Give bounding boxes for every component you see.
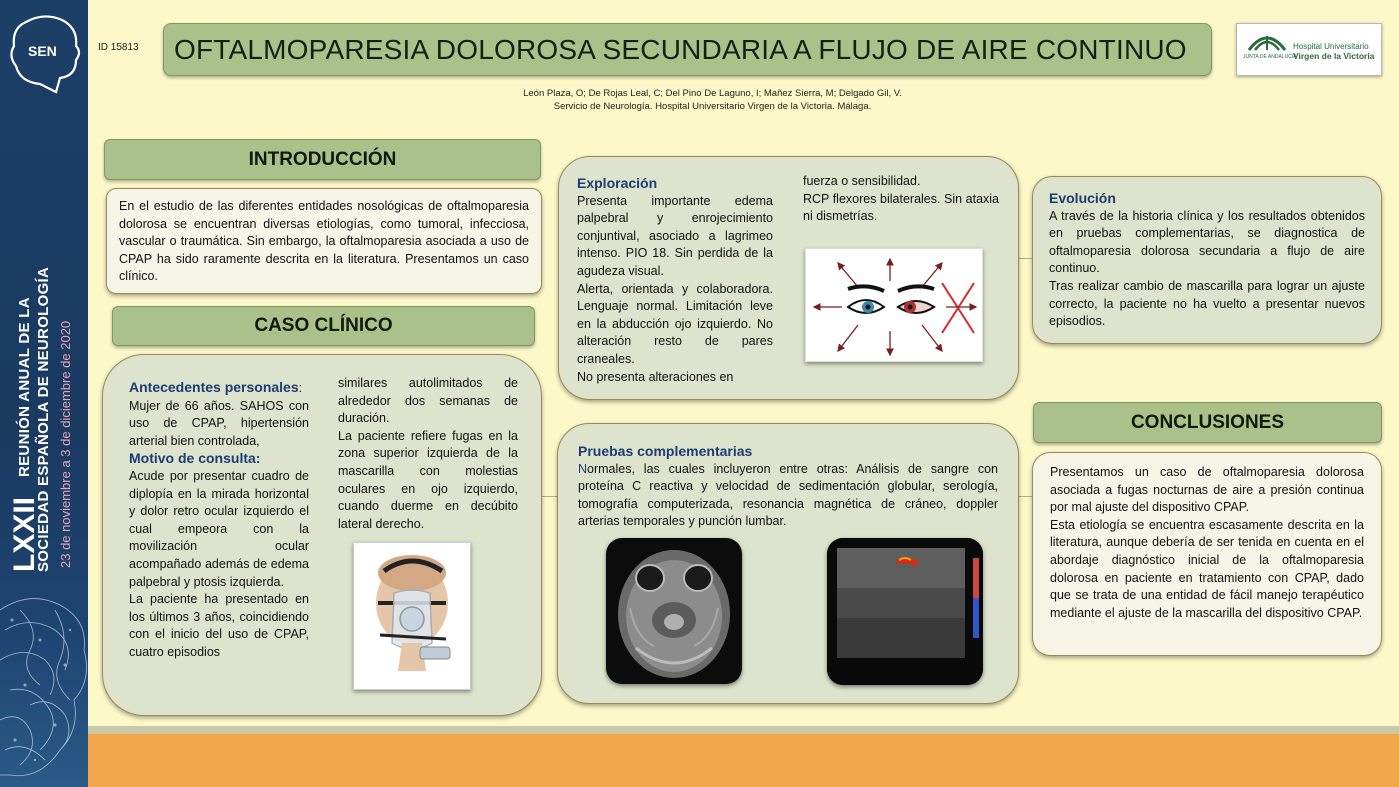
intro-heading: INTRODUCCIÓN: [104, 139, 541, 180]
exploracion-column-2: [803, 173, 999, 226]
exploracion-title: Exploración: [577, 175, 658, 191]
title-bar: [163, 23, 1212, 76]
pruebas-text: ormales, las cuales incluyeron entre otras: Análisis de sangre con proteína C reactiva y velocidad de sedimentación globular, serología, tomografía computerizada, resonancia magnética de cráneo, doppler arterias temporales y punción lumbar.: [578, 461, 998, 529]
affiliation: Servicio de Neurología. Hospital Universitario Virgen de la Victoria. Málaga.: [553, 101, 872, 112]
congress-line2: SOCIEDAD ESPAÑOLA DE NEUROLOGÍA: [35, 266, 52, 572]
hospital-logo-line2: Virgen de la Victoria: [1293, 51, 1375, 61]
evolucion-content: [1049, 190, 1365, 331]
evolucion-box: [1032, 176, 1382, 344]
junta-andalucia-emblem: [1245, 30, 1289, 54]
congress-number: LXXII: [8, 496, 41, 572]
exploracion-text2: Alerta, orientada y colaboradora. Lenguaje normal. Limitación leve en la abducción ojo izquierdo. No alteración resto de pares craneales.: [577, 281, 773, 366]
bottom-strip: [88, 726, 1399, 734]
conclusiones-box: [1032, 452, 1382, 656]
exploracion-text3: No presenta alteraciones en: [577, 369, 734, 384]
pruebas-title: Pruebas complementarias: [578, 443, 753, 459]
evolucion-text1: A través de la historia clínica y los resultados obtenidos en pruebas complementarias, se diagnostica de oftalmoparesia dolorosa secundaria a flujo de aire continuo.: [1049, 208, 1365, 276]
connector-line: [1019, 496, 1032, 497]
motivo-title: Motivo de consulta:: [129, 450, 261, 467]
exploracion-text4: fuerza o sensibilidad.: [803, 174, 921, 188]
pruebas-first-letter: N: [578, 461, 588, 476]
authors-block: [400, 87, 1025, 113]
evolucion-text2: Tras realizar cambio de mascarilla para lograr un ajuste correcto, la paciente no ha vuelto a presentar nuevos episodios.: [1049, 278, 1365, 329]
caso-heading: CASO CLÍNICO: [112, 306, 535, 346]
sen-logo-text: SEN: [28, 43, 57, 59]
exploracion-column-1: [577, 175, 773, 386]
conclusiones-content: [1050, 464, 1364, 622]
caso-box: [102, 354, 542, 716]
hospital-logo: [1236, 23, 1382, 76]
intro-box: [106, 188, 542, 294]
authors: León Plaza, O; De Rojas Leal, C; Del Pino De Laguno, I; Mañez Sierra, M; Delgado Gil, V.: [523, 88, 902, 99]
brain-illustration: [0, 590, 88, 787]
pruebas-content: [578, 443, 998, 531]
mri-image: [606, 538, 742, 684]
antecedentes-title: Antecedentes personales: [129, 379, 299, 395]
congress-dates: 23 de noviembre a 3 de diciembre de 2020: [58, 320, 73, 568]
history-text-2: similares autolimitados de alrededor dos semanas de duración.: [338, 376, 518, 426]
cpap-mask-image: [353, 542, 471, 690]
eye-movement-diagram: [805, 248, 983, 362]
evolucion-title: Evolución: [1049, 190, 1116, 206]
antecedentes-colon: :: [298, 381, 303, 395]
connector-line: [1019, 258, 1032, 259]
caso-column-2: [338, 375, 518, 533]
poster-title: OFTALMOPARESIA DOLOROSA SECUNDARIA A FLUJO DE AIRE CONTINUO: [174, 33, 1187, 65]
connector-line: [542, 496, 558, 497]
hospital-logo-junta: JUNTA DE ANDALUCIA: [1243, 54, 1297, 60]
doppler-ultrasound-image: [827, 538, 983, 685]
antecedentes-text: Mujer de 66 años. SAHOS con uso de CPAP, hipertensión arterial bien controlada,: [129, 398, 309, 448]
bottom-band: [88, 734, 1399, 787]
congress-line1: REUNIÓN ANUAL DE LA: [16, 297, 33, 477]
exploracion-text5: RCP flexores bilaterales. Sin ataxia ni dismetrías.: [803, 191, 999, 224]
conclusiones-heading: CONCLUSIONES: [1033, 402, 1382, 443]
conclusiones-text2: Esta etiología se encuentra escasamente descrita en la literatura, aunque debería de ser tenida en cuenta en el abordaje diagnóstico inicial de la oftalmoparesia dolorosa en paciente en tratamiento con CPAP, dado que se trata de una entidad de fácil manejo terapéutico mediante el ajuste de la mascarilla del dispositivo CPAP.: [1050, 517, 1364, 620]
caso-column-1: [129, 377, 309, 662]
hospital-logo-line1: Hospital Universitario: [1293, 42, 1369, 51]
history-text-3: La paciente refiere fugas en la zona superior izquierda de la mascarilla con molestias oculares en ojo izquierdo, cuando duerme en decúbito lateral derecho.: [338, 428, 518, 531]
intro-text: En el estudio de las diferentes entidades nosológicas de oftalmoparesia dolorosa se encuentran diversas etiologías, como tumoral, infecciosa, vascular o traumática. Sin embargo, la oftalmoparesia asociada a uso de CPAP ha sido raramente descrita en la literatura. Presentamos un caso clínico.: [119, 199, 529, 284]
history-text-1: La paciente ha presentado en los últimos 3 años, coincidiendo con el inicio del uso de CPAP, cuatro episodios: [129, 592, 309, 659]
exploracion-text1: Presenta importante edema palpebral y enrojecimiento conjuntival, asociado a lagrimeo intenso. PIO 18. Sin perdida de la agudeza visual.: [577, 193, 773, 278]
sidebar: [0, 0, 88, 787]
motivo-text: Acude por presentar cuadro de diplopía en la mirada horizontal y dolor retro ocular izquierdo el cual empeora con la movilización ocular acompañado además de edema palpebral y ptosis izquierda.: [129, 468, 309, 589]
poster-id: ID 15813: [98, 42, 139, 53]
conclusiones-text1: Presentamos un caso de oftalmoparesia dolorosa asociada a fugas nocturnas de aire a presión continua por mal ajuste del dispositivo CPAP.: [1050, 465, 1364, 515]
